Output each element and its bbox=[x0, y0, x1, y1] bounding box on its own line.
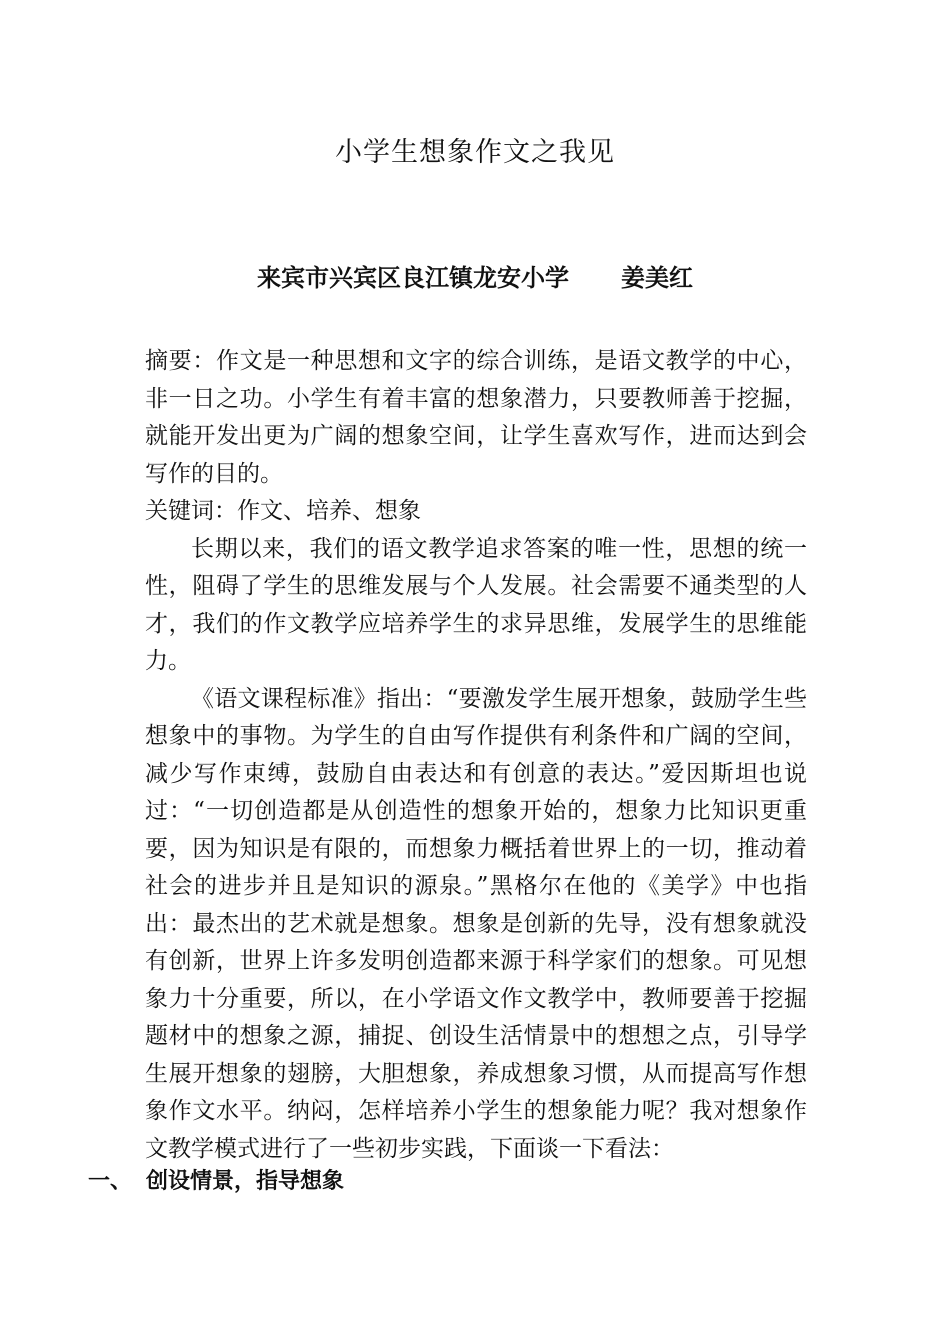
body-paragraph: 长期以来，我们的语文教学追求答案的唯一性，思想的统一性，阻碍了学生的思维发展与个人发展。社会需要不通类型的人才，我们的作文教学应培养学生的求异思维，发展学生的思维能力。 bbox=[145, 535, 807, 674]
section-title: 创设情景，指导想象 bbox=[146, 1169, 345, 1194]
section-heading bbox=[88, 1164, 344, 1195]
author-line bbox=[0, 258, 950, 293]
abstract-paragraph: 摘要：作文是一种思想和文字的综合训练，是语文教学的中心，非一日之功。小学生有着丰富的想象潜力，只要教师善于挖掘，就能开发出更为广阔的想象空间，让学生喜欢写作，进而达到会写作的目的。 bbox=[145, 348, 807, 487]
author-affiliation: 来宾市兴宾区良江镇龙安小学 bbox=[257, 264, 569, 292]
author-name: 姜美红 bbox=[621, 264, 693, 292]
document-title: 小学生想象作文之我见 bbox=[335, 137, 615, 168]
body-paragraph: 《语文课程标准》指出：“要激发学生展开想象，鼓励学生些想象中的事物。为学生的自由写作提供有利条件和广阔的空间，减少写作束缚，鼓励自由表达和有创意的表达。”爱因斯坦也说过：“一切创造都是从创造性的想象开始的，想象力比知识更重要，因为知识是有限的，而想象力概括着世界上的一切，推动着社会的进步并且是知识的源泉。”黑格尔在他的《美学》中也指出：最杰出的艺术就是想象。想象是创新的先导，没有想象就没有创新，世界上许多发明创造都来源于科学家们的想象。可见想象力十分重要，所以，在小学语文作文教学中，教师要善于挖掘题材中的想象之源，捕捉、创设生活情景中的想想之点，引导学生展开想象的翅膀，大胆想象，养成想象习惯，从而提高写作想象作文水平。纳闷，怎样培养小学生的想象能力呢？我对想象作文教学模式进行了一些初步实践，下面谈一下看法： bbox=[145, 685, 807, 1162]
document-body bbox=[145, 343, 807, 1168]
keywords-line: 关键词：作文、培养、想象 bbox=[145, 498, 421, 524]
section-number: 一、 bbox=[88, 1169, 133, 1194]
